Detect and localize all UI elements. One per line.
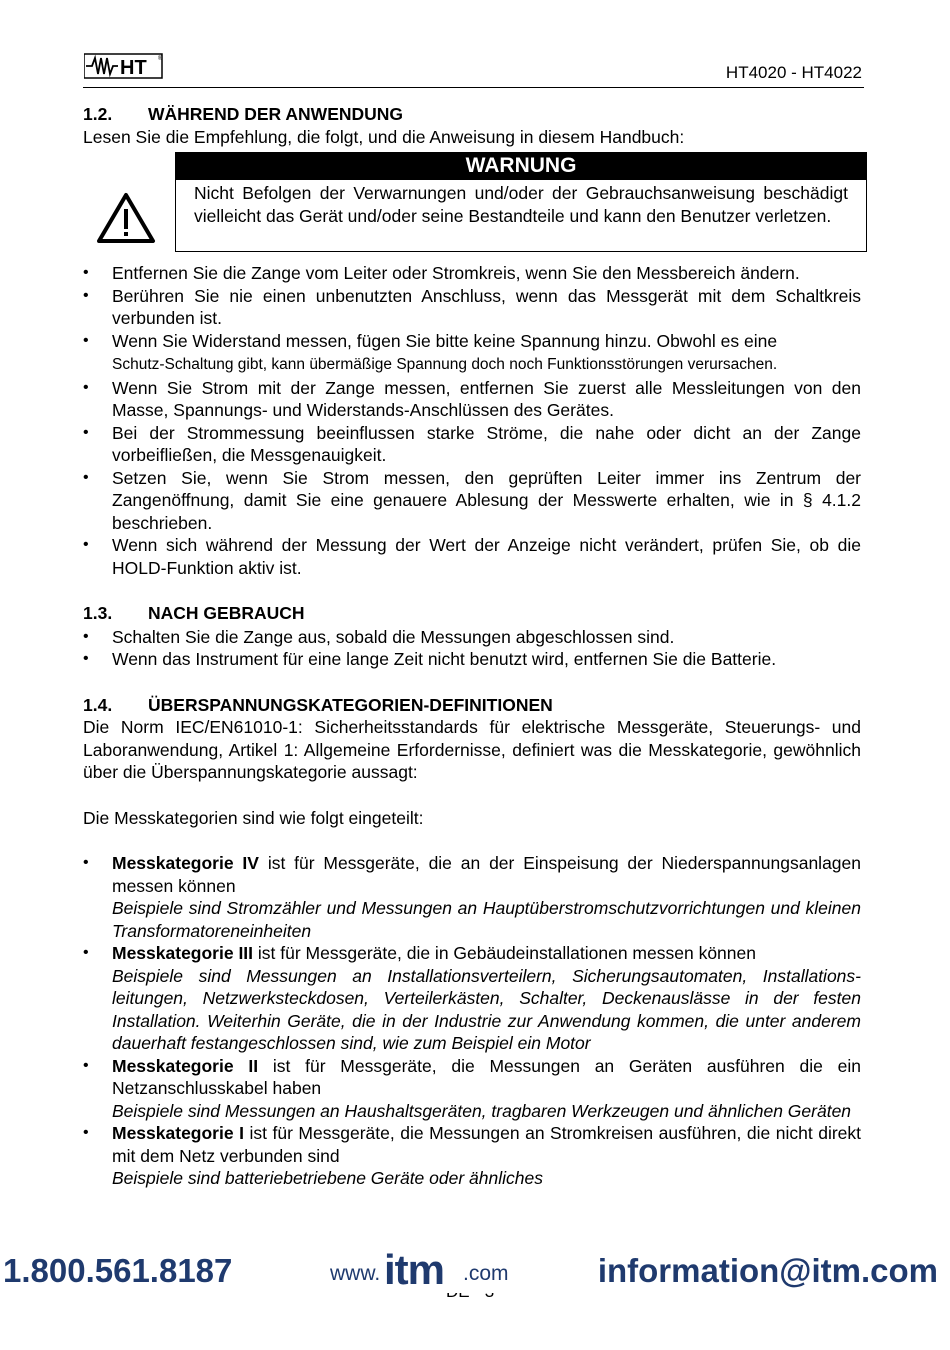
list-item: • Wenn Sie Widerstand messen, fügen Sie bitte keine Spannung hinzu. Obwohl es eine Schutz-Schaltung gibt, kann übermäßige Spannung doch noch Funktionsstörungen verursachen. — [83, 330, 861, 377]
footer-com[interactable]: .com — [463, 1262, 509, 1285]
footer-email[interactable]: information@itm.com — [597, 1252, 938, 1289]
section-1-2-intro: Lesen Sie die Empfehlung, die folgt, und die Anweisung in diesem Handbuch: — [83, 126, 685, 147]
list-item: • Berühren Sie nie einen unbenutzten Anschluss, wenn das Messgerät mit dem Schaltkreis verbunden ist. — [83, 285, 861, 330]
header-divider — [83, 87, 864, 88]
section-heading-1-4: 1.4. ÜBERSPANNUNGSKATEGORIEN-DEFINITIONEN — [83, 694, 553, 715]
list-item: • Wenn Sie Strom mit der Zange messen, entfernen Sie zuerst alle Messleitungen von den Masse, Spannungs- und Widerstands-Anschlüssen des Gerätes. — [83, 377, 861, 422]
footer-www[interactable]: www. — [330, 1262, 381, 1285]
list-item: • Setzen Sie, wenn Sie Strom messen, den geprüften Leiter immer ins Zentrum der Zangenöffnung, damit Sie eine genauere Ablesung der Messwerte erhalten, wie in § 4.1.2 beschrieben. — [83, 467, 861, 535]
section-1-4-intro: Die Norm IEC/EN61010-1: Sicherheitsstandards für elektrische Messgeräte, Steuerungs- und Laboranwendung, Artikel 1: Allgemeine Erfordernisse, definiert was die Messkategorie, gewöhnlich über die Überspannungskategorie aussagt: — [83, 717, 861, 782]
section-1-3-list — [83, 626, 861, 671]
section-heading-1-2: 1.2. WÄHREND DER ANWENDUNG — [83, 104, 404, 124]
warning-title: WARNUNG — [175, 152, 867, 180]
page-content — [83, 103, 861, 1190]
list-item: • Messkategorie I ist für Messgeräte, die Messungen an Stromkreisen ausführen, die nicht direkt mit dem Netz verbunden sind Beispiele sind batteriebetriebene Geräte oder ähnliches — [83, 1122, 861, 1190]
warning-text: Nicht Befolgen der Verwarnungen und/oder der Gebrauchsanweisung beschädigt vielleicht das Gerät und/oder seine Bestandteile und kann den Benutzer verletzen. — [175, 180, 867, 252]
warning-block — [83, 152, 861, 254]
warning-triangle-icon — [96, 192, 156, 244]
section-heading-1-3: 1.3. NACH GEBRAUCH — [83, 603, 305, 623]
section-1-4-classified: Die Messkategorien sind wie folgt eingeteilt: — [83, 807, 424, 828]
list-item: • Messkategorie III ist für Messgeräte, die in Gebäudeinstallationen messen können Beispiele sind Messungen an Installationsverteilern, Sicherungsautomaten, Installations-leitungen, Netzwerksteckdosen, Verteilerkästen, Schalter, Deckenauslässe in der festen Installation. Weiterhin Geräte, die in der Industrie zur Anwendung kommen, die unter anderem dauerhaft festangeschlossen sind, wie zum Beispiel ein Motor — [83, 942, 861, 1055]
document-id: HT4020 - HT4022 — [725, 63, 862, 82]
logo-text: HT — [120, 57, 147, 79]
list-item: • Wenn sich während der Messung der Wert der Anzeige nicht verändert, prüfen Sie, ob die HOLD-Funktion aktiv ist. — [83, 534, 861, 579]
svg-text:®: ® — [158, 56, 163, 62]
ht-logo — [84, 52, 166, 80]
list-item: • Entfernen Sie die Zange vom Leiter oder Stromkreis, wenn Sie den Messbereich ändern. — [83, 262, 861, 285]
footer-phone[interactable]: 1.800.561.8187 — [3, 1252, 233, 1289]
category-list — [83, 852, 861, 1190]
section-1-2-list — [83, 262, 861, 579]
list-item: • Messkategorie IV ist für Messgeräte, die an der Einspeisung der Niederspannungsanlagen messen können Beispiele sind Stromzähler und Messungen an Hauptüberstromschutzvorrichtungen und kleinen Transformatoreneinheiten — [83, 852, 861, 942]
list-item: • Wenn das Instrument für eine lange Zeit nicht benutzt wird, entfernen Sie die Batterie. — [83, 648, 861, 671]
list-item: • Messkategorie II ist für Messgeräte, die Messungen an Geräten ausführen die ein Netzanschlusskabel haben Beispiele sind Messungen an Haushaltsgeräten, tragbaren Werkzeugen und ähnlichen Geräten — [83, 1055, 861, 1123]
list-item: • Schalten Sie die Zange aus, sobald die Messungen abgeschlossen sind. — [83, 626, 861, 649]
footer-banner — [0, 1248, 950, 1293]
footer-itm-logo[interactable]: itm — [384, 1246, 444, 1293]
list-item: • Bei der Strommessung beeinflussen starke Ströme, die nahe oder dicht an der Zange vorbeifließen, die Messgenauigkeit. — [83, 422, 861, 467]
